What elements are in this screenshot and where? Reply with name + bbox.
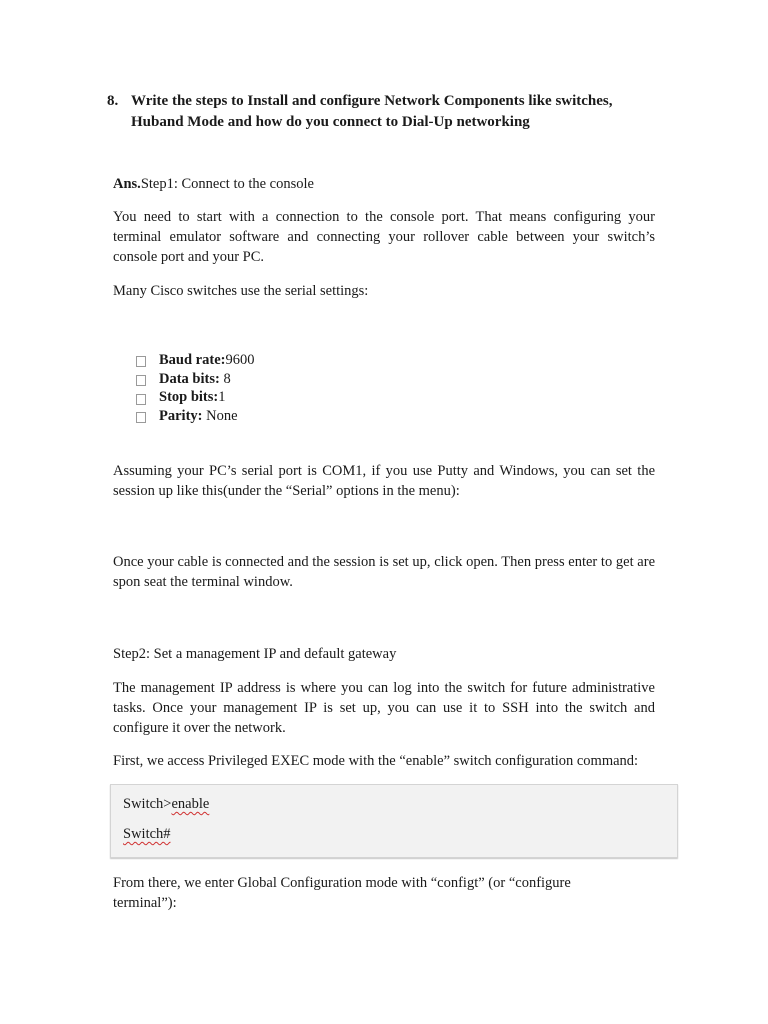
paragraph-enable-command: First, we access Privileged EXEC mode with the “enable” switch configuration command: (113, 753, 639, 769)
checkbox-icon (136, 375, 146, 386)
step2-heading: Step2: Set a management IP and default gateway (113, 646, 397, 662)
checkbox-icon (136, 394, 146, 405)
setting-value: 9600 (225, 351, 255, 368)
code-prompt: Switch> (123, 796, 172, 812)
code-line-prompt (123, 826, 171, 843)
checkbox-icon (136, 412, 146, 423)
paragraph-putty-setup: Assuming your PC’s serial port is COM1, if you use Putty and Windows, you can set the session up like this(under the “Serial” options in the menu): (113, 463, 655, 499)
code-command: enable (171, 796, 210, 812)
question-title-line1: Write the steps to Install and configure Network Components like switches, (131, 93, 613, 109)
setting-value: None (202, 407, 238, 424)
setting-label: Parity: (159, 407, 203, 424)
code-line-enable (123, 796, 209, 813)
answer-step1-heading (113, 176, 314, 193)
paragraph-console-connection: You need to start with a connection to the console port. That means configuring your terminal emulator software and connecting your rollover cable between your switch’s console port and your PC. (113, 209, 655, 265)
setting-label: Data bits: (159, 370, 220, 387)
paragraph-open-session: Once your cable is connected and the session is set up, click open. Then press enter to get are spon seat the terminal window. (113, 554, 655, 590)
question-title-line2: Huband Mode and how do you connect to Dial-Up networking (131, 114, 530, 130)
code-block (110, 784, 678, 858)
question-number: 8. (107, 93, 119, 109)
code-prompt-privileged: Switch# (123, 826, 171, 842)
list-item (136, 388, 254, 407)
list-item (136, 351, 254, 370)
setting-label: Baud rate: (159, 351, 226, 368)
paragraph-global-config: From there, we enter Global Configuration mode with “configt” (or “configure terminal”): (113, 875, 571, 911)
answer-prefix: Ans. (113, 176, 141, 192)
serial-settings-list (136, 351, 254, 426)
setting-value: 1 (218, 389, 226, 406)
paragraph-management-ip: The management IP address is where you can log into the switch for future administrative tasks. Once your management IP is set up, you can use it to SSH into the switch and configure it over the network. (113, 680, 655, 736)
list-item (136, 370, 254, 389)
setting-value: 8 (219, 370, 231, 387)
checkbox-icon (136, 356, 146, 367)
step1-heading-text: Step1: Connect to the console (140, 176, 314, 192)
setting-label: Stop bits: (159, 389, 219, 406)
list-item (136, 407, 254, 426)
paragraph-serial-settings-intro: Many Cisco switches use the serial settings: (113, 283, 369, 299)
